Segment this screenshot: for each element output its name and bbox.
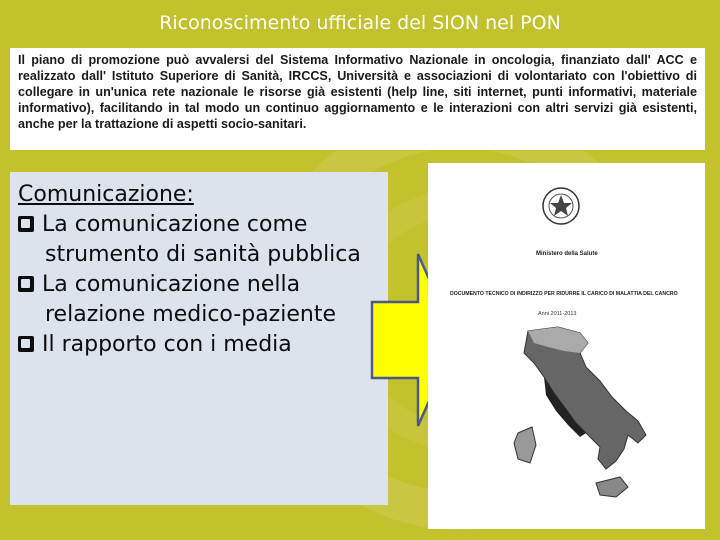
checkbox-bullet-icon bbox=[18, 276, 34, 292]
bullet-item: La comunicazione nella relazione medico-paziente bbox=[18, 270, 380, 330]
quote-text: Il piano di promozione può avvalersi del Sistema Informativo Nazionale in oncologia, finanziato dall' ACC e realizzato dall' Istituto Superiore di Sanità, IRCCS, Università e associazioni di volontariato con l'obiettivo di collegare in un'unica rete nazionale le risorse già esistenti (help line, siti internet, punti informativi, materiale informativo), facilitando in tal modo un continuo aggiornamento e le interazioni con altri servizi già esistenti, anche per la trattazione di aspetti socio-sanitari. bbox=[18, 53, 697, 131]
communication-box bbox=[10, 172, 388, 505]
checkbox-bullet-icon bbox=[18, 216, 34, 232]
box-heading: Comunicazione: bbox=[18, 182, 194, 207]
quote-panel bbox=[10, 48, 705, 150]
document-years: Anni 2011-2013 bbox=[538, 311, 577, 317]
ministry-label: Ministero della Salute bbox=[536, 251, 598, 257]
checkbox-bullet-icon bbox=[18, 336, 34, 352]
bullet-item: Il rapporto con i media bbox=[18, 330, 380, 360]
italy-map-icon bbox=[488, 323, 658, 518]
document-title: DOCUMENTO TECNICO DI INDIRIZZO PER RIDURRE IL CARICO DI MALATTIA DEL CANCRO bbox=[450, 291, 678, 297]
slide-title: Riconoscimento ufficiale del SION nel PON bbox=[159, 12, 561, 34]
document-cover-image bbox=[428, 163, 705, 529]
republic-emblem-icon bbox=[540, 185, 582, 227]
bullet-item: La comunicazione come strumento di sanità pubblica bbox=[18, 210, 380, 270]
